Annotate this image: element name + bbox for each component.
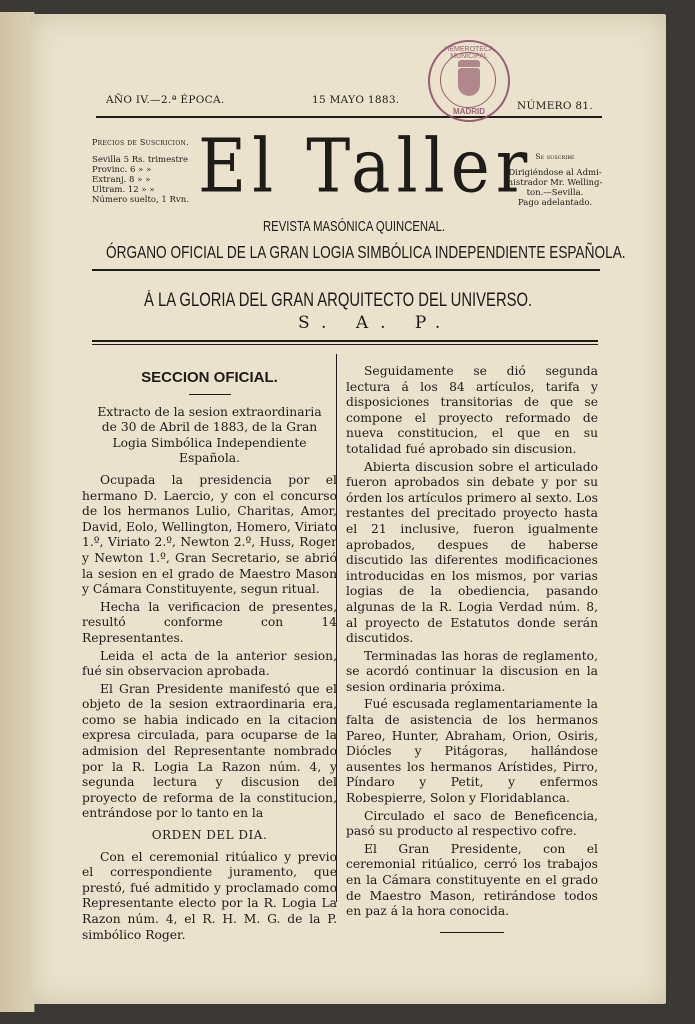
- subscription-prices: Precios de Suscricion. Sevilla 5 Rs. trimestre Provinc. 6 » » Extranj. 8 » » Ultram. 12 » » Número suelto, 1 Rvn.: [92, 138, 189, 205]
- paragraph: Abierta discusion sobre el articulado fueron aprobados sin debate y por su órden los artículos primero al sexto. Los restantes del precitado proyecto hasta el 21 inclusive, fueron igualmente aprobados, despues de haberse discutido las diferentes modificaciones introducidas en los mismos, por varias logias de la obediencia, pasando algunas de la R. Logia Verdad núm. 8, al proyecto de Estatutos donde serán discutidos.: [346, 459, 598, 646]
- coat-of-arms-icon: [458, 68, 480, 96]
- library-stamp: HEMEROTECA MUNICIPAL MADRID: [428, 40, 510, 122]
- paragraph: Terminadas las horas de reglamento, se acordó continuar la discusion en la sesion ordinaria próxima.: [346, 648, 598, 694]
- order-of-day-heading: ORDEN DEL DIA.: [151, 828, 268, 843]
- top-rule: [96, 116, 602, 118]
- paragraph: El Gran Presidente, con el ceremonial ritúalico, cerró los trabajos en la Cámara constituyente en el grado de Maestro Mason, retirándose todos en paz á la hora conocida.: [346, 841, 598, 919]
- paragraph: Seguidamente se dió segunda lectura á los 84 artículos, tarifa y disposiciones transitorias de que se compone el proyecto reformado de nueva constitucion, el que en su totalidad fué aprobado sin discusion.: [346, 364, 598, 456]
- paragraph: El Gran Presidente manifestó que el objeto de la sesion extraordinaria era, como se habia indicado en la citacion expresa circulada, para ocuparse de la admision del Representante nombrado por la R. Logia La Razon núm. 4, y segunda lectura y discusion del proyecto de reforma de la constitucion, entrándose por lo tanto en la: [82, 681, 337, 821]
- header-rule: [92, 269, 600, 271]
- right-column: [346, 364, 598, 933]
- issue-number: NÚMERO 81.: [517, 100, 594, 112]
- issue-year: AÑO IV.—2.ª ÉPOCA.: [106, 94, 225, 106]
- heading-rule: [189, 394, 231, 395]
- paragraph: Circulado el saco de Beneficencia, pasó su producto al respectivo cofre.: [346, 808, 598, 839]
- paragraph: Hecha la verificacion de presentes, resultó conforme con 14 Representantes.: [82, 599, 337, 645]
- crown-icon: [458, 60, 480, 67]
- end-rule: [440, 932, 504, 934]
- section-heading: SECCION OFICIAL.: [141, 369, 278, 386]
- paragraph: Leida el acta de la anterior sesion, fué sin observacion aprobada.: [82, 648, 337, 679]
- sap-initials: S. A. P.: [298, 313, 453, 333]
- masthead-title: El Taller: [198, 123, 534, 210]
- newspaper-page: [30, 14, 666, 1004]
- subscribe-info: Se suscribe Dirigiéndose al Admi- nistrador Mr. Welling- ton.—Sevilla. Pago adelantado.: [507, 152, 603, 208]
- subtitle: REVISTA MASÓNICA QUINCENAL.: [263, 219, 446, 235]
- double-rule-top: [92, 340, 598, 342]
- paragraph: Fué escusada reglamentariamente la falta de asistencia de los hermanos Pareo, Hunter, Abraham, Orion, Osiris, Diócles y Pitágoras, hallándose ausentes los hermanos Arístides, Pirro, Píndaro y Petit, y enfermos Robespierre, Solon y Floridablanca.: [346, 697, 598, 806]
- masonic-motto: Á LA GLORIA DEL GRAN ARQUITECTO DEL UNIVERSO.: [144, 290, 533, 311]
- official-organ: ÓRGANO OFICIAL DE LA GRAN LOGIA SIMBÓLICA INDEPENDIENTE ESPAÑOLA.: [106, 242, 626, 262]
- paragraph: Con el ceremonial ritúalico y previo el correspondiente juramento, que prestó, fué admitido y proclamado como Representante electo por la R. Logia La Razon núm. 4, el R. H. M. G. de la P. simbólico Roger.: [82, 849, 337, 942]
- issue-date: 15 MAYO 1883.: [312, 94, 400, 106]
- paragraph: Ocupada la presidencia por el hermano D. Laercio, y con el concurso de los hermanos Lulio, Charitas, Amor, David, Eolo, Wellington, Homero, Viriato 1.º, Viriato 2.º, Newton 2.º, Huss, Roger y Newton 1.º, Gran Secretario, se abrió la sesion en el grado de Maestro Mason y Cámara Constituyente, segun ritual.: [82, 472, 337, 597]
- session-extract: Extracto de la sesion extraordinaria de 30 de Abril de 1883, de la Gran Logia Simbólica Independiente Española.: [97, 404, 322, 466]
- double-rule-bottom: [92, 344, 598, 345]
- left-column: [82, 364, 337, 945]
